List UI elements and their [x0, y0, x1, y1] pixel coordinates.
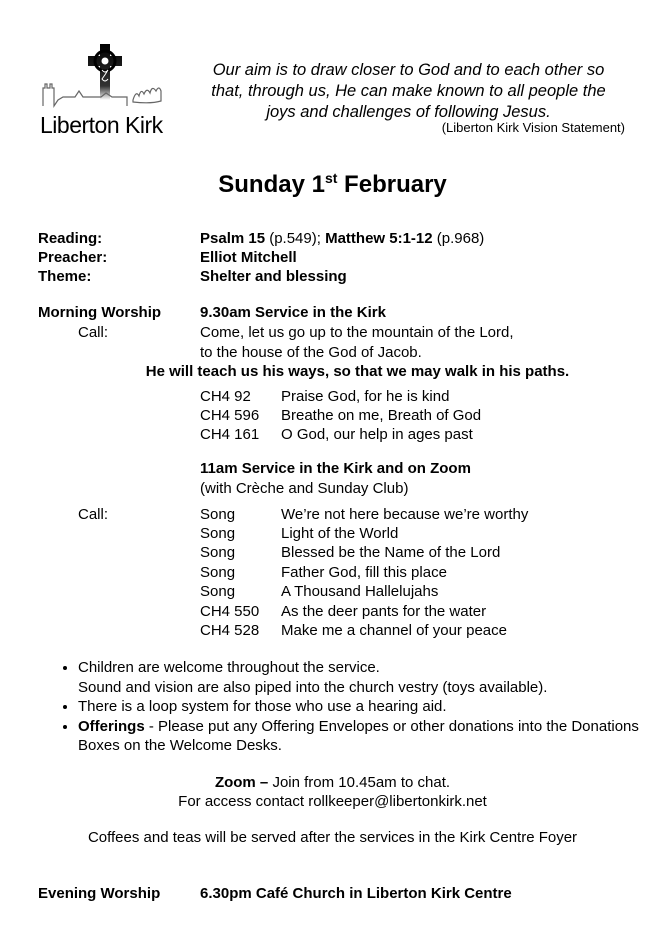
offerings-text: - Please put any Offering Envelopes or other donations into the Donations Boxes on the Welcome Desks.	[78, 717, 639, 754]
hymn-number: Song	[200, 506, 236, 523]
hymn-number: CH4 528	[200, 622, 260, 639]
reading-psalm-page: (p.549);	[265, 230, 326, 247]
vision-line: that, through us, He can make known to all people the	[211, 82, 606, 100]
reading-gospel-page: (p.968)	[432, 230, 485, 247]
evening-worship-text: 6.30pm Café Church in Liberton Kirk Centre	[200, 885, 512, 902]
note-children	[78, 658, 658, 697]
hymn-title: Light of the World	[281, 525, 399, 542]
celtic-cross-icon	[38, 40, 178, 115]
zoom-text: Join from 10.45am to chat.	[268, 774, 451, 791]
preacher-value: Elliot Mitchell	[200, 249, 297, 266]
vision-source: (Liberton Kirk Vision Statement)	[441, 120, 625, 135]
hymn-title: Make me a channel of your peace	[281, 622, 507, 639]
call-response: He will teach us his ways, so that we may walk in his paths.	[145, 363, 570, 380]
service1-title: 9.30am Service in the Kirk	[200, 304, 386, 321]
service2-title: 11am Service in the Kirk and on Zoom	[200, 460, 471, 477]
hymn-title: Father God, fill this place	[281, 564, 447, 581]
hymn-number: CH4 92	[200, 388, 251, 405]
hymn-title: O God, our help in ages past	[281, 426, 473, 443]
reading-value	[200, 229, 484, 249]
hymn-number: Song	[200, 544, 236, 561]
hymn-number: Song	[200, 525, 236, 542]
zoom-label: Zoom –	[214, 774, 269, 791]
note-offerings	[78, 717, 658, 756]
hymn-number: CH4 550	[200, 603, 260, 620]
vision-statement	[186, 60, 631, 123]
coffee-notice: Coffees and teas will be served after the services in the Kirk Centre Foyer	[87, 829, 578, 846]
hymn-number: Song	[200, 564, 236, 581]
hymn-title: As the deer pants for the water	[281, 603, 487, 620]
title-suffix: February	[337, 171, 447, 198]
hymn-number: CH4 161	[200, 426, 260, 443]
zoom-info	[0, 773, 665, 793]
hymn-title: A Thousand Hallelujahs	[281, 583, 439, 600]
note-loop: • There is a loop system for those who use a hearing aid.	[78, 697, 658, 717]
reading-psalm: Psalm 15	[200, 230, 266, 247]
morning-worship-label: Morning Worship	[38, 304, 162, 321]
call-line: to the house of the God of Jacob.	[200, 344, 422, 361]
evening-worship-label: Evening Worship	[38, 885, 161, 902]
hymn-title: Blessed be the Name of the Lord	[281, 544, 501, 561]
note-children-line1: Children are welcome throughout the service.	[78, 659, 380, 676]
liberton-kirk-logo	[38, 40, 178, 140]
reading-gospel: Matthew 5:1-12	[325, 230, 433, 247]
preacher-label: Preacher:	[38, 249, 108, 266]
note-children-line2: Sound and vision are also piped into the church vestry (toys available).	[78, 678, 548, 696]
service2-call-label: Call:	[78, 506, 109, 523]
hymn-number: Song	[200, 583, 236, 600]
reading-label: Reading:	[38, 230, 103, 247]
title-prefix: Sunday 1	[218, 171, 325, 198]
call-line: Come, let us go up to the mountain of the Lord,	[200, 324, 514, 341]
offerings-label: Offerings	[78, 717, 145, 735]
vision-line: Our aim is to draw closer to God and to each other so	[212, 61, 605, 79]
service1-call-label: Call:	[78, 324, 109, 341]
hymn-title: We’re not here because we’re worthy	[281, 506, 529, 523]
hymn-title: Breathe on me, Breath of God	[281, 407, 482, 424]
theme-label: Theme:	[38, 268, 92, 285]
service2-subtitle: (with Crèche and Sunday Club)	[200, 480, 409, 497]
vision-line: joys and challenges of following Jesus.	[266, 103, 551, 121]
hymn-number: CH4 596	[200, 407, 260, 424]
title-ordinal: st	[324, 170, 338, 186]
zoom-contact: For access contact rollkeeper@libertonkirk.net	[178, 793, 487, 810]
logo-text: Liberton Kirk	[40, 112, 163, 138]
page-title	[0, 170, 665, 199]
hymn-title: Praise God, for he is kind	[281, 388, 450, 405]
theme-value: Shelter and blessing	[200, 268, 347, 285]
notes-list	[58, 658, 658, 756]
